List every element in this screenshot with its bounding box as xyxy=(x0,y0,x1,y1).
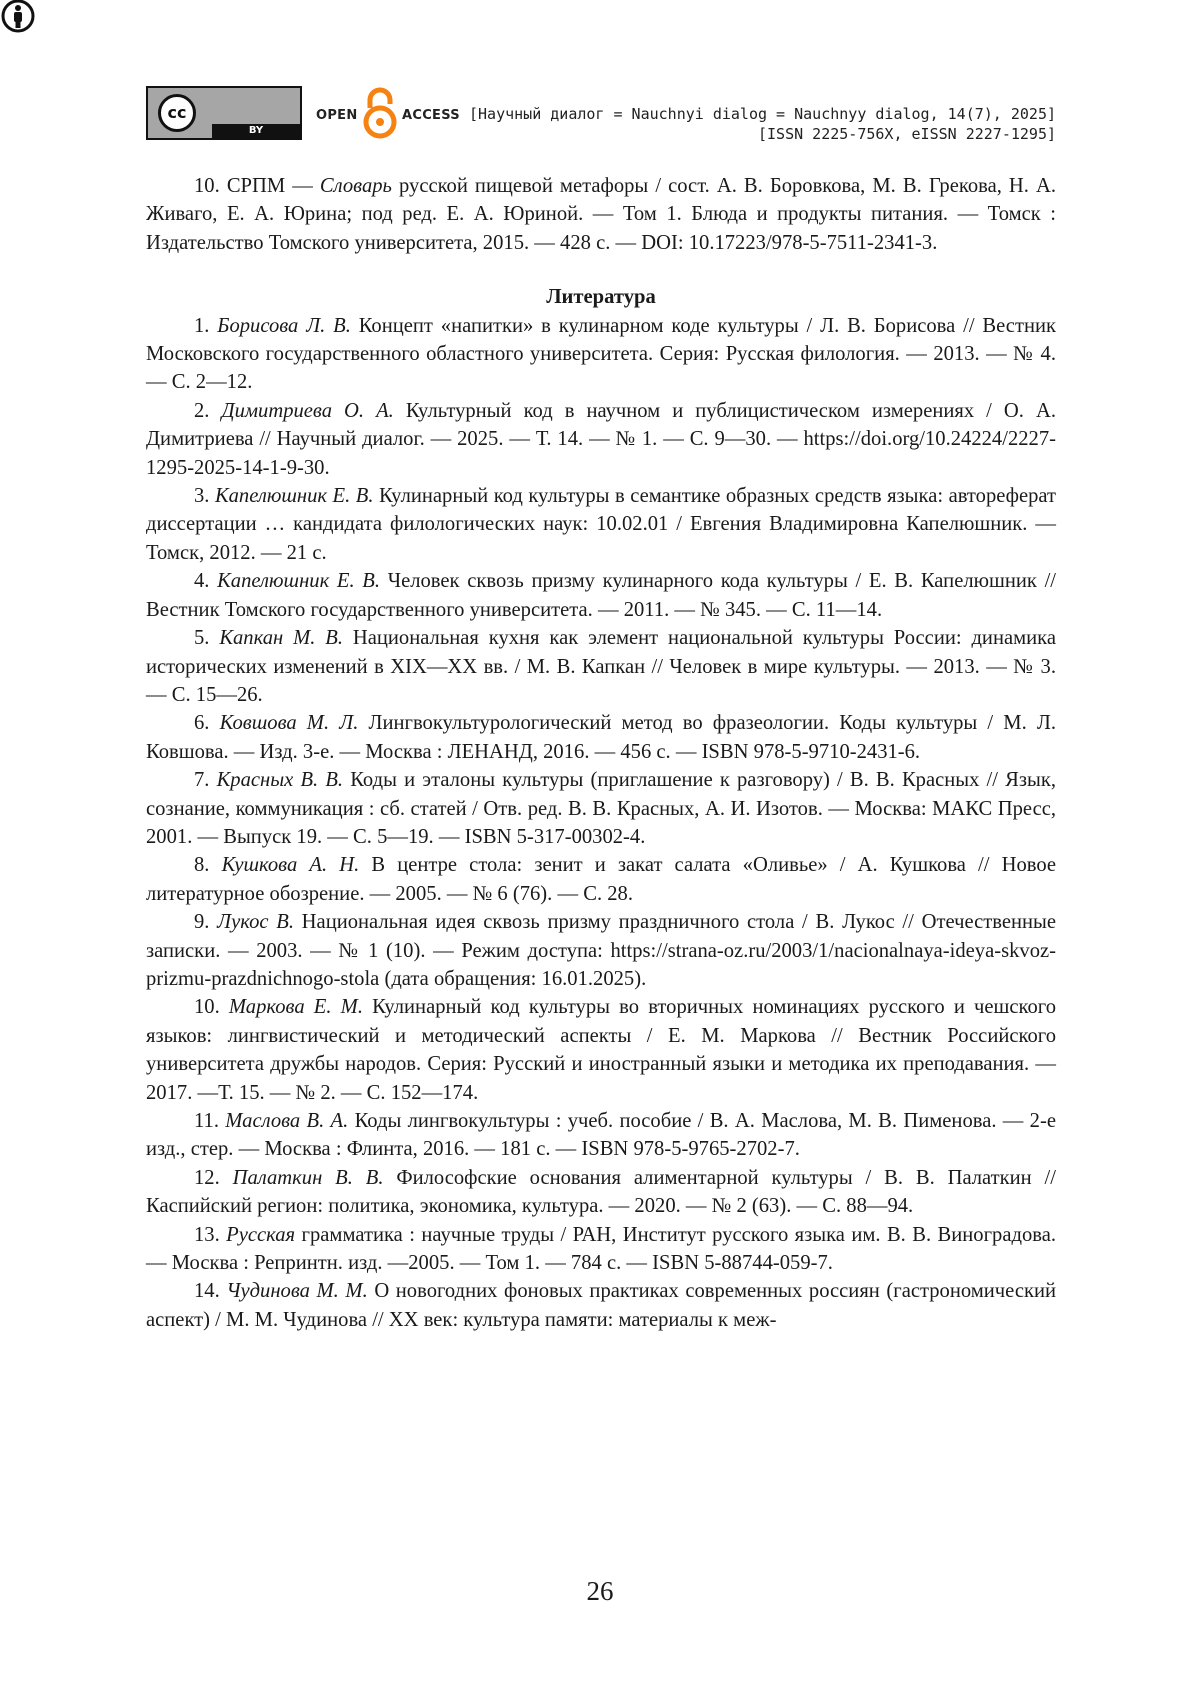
open-access-lock-icon xyxy=(362,86,398,142)
reference-entry: 8. Кушкова А. Н. В центре стола: зенит и закат салата «Оливье» / А. Кушкова // Новое литературное обозрение. — 2005. — № 6 (76). — С. 28. xyxy=(146,854,1057,905)
reference-entry: 2. Димитриева О. А. Культурный код в научном и публицистическом измерениях / О. А. Димитриева // Научный диалог. — 2025. — Т. 14. — № 1. — С. 9—30. — https://doi.org/10.24224/2227-1295-2025-14-1-9-30. xyxy=(146,399,1057,479)
access-label: ACCESS xyxy=(402,108,460,123)
reference-entry: 14. Чудинова М. М. О новогодних фоновых практиках современных россиян (гастрономический аспект) / М. М. Чудинова // XX век: культура памяти: материалы к меж- xyxy=(146,1280,1057,1331)
cc-icon: cc xyxy=(158,94,196,132)
reference-entry: 6. Ковшова М. Л. Лингвокультурологический метод во фразеологии. Коды культуры / М. Л. Ковшова. — Изд. 3-е. — Москва : ЛЕНАНД, 2016. — 456 с. — ISBN 978-5-9710-2431-6. xyxy=(146,712,1056,763)
reference-entry: 4. Капелюшник Е. В. Человек сквозь призму кулинарного кода культуры / Е. В. Капелюшник // Вестник Томского государственного университета. — 2011. — № 345. — С. 11—14. xyxy=(146,570,1057,621)
journal-reference xyxy=(469,104,1056,144)
open-access-logo xyxy=(316,86,466,142)
journal-issn-line: [ISSN 2225-756X, eISSN 2227-1295] xyxy=(757,125,1056,143)
source-entry: 10. СРПМ — Словарь русской пищевой метафоры / сост. А. В. Боровкова, М. В. Грекова, Н. А. Живаго, Е. А. Юрина; под ред. Е. А. Юриной. — Том 1. Блюда и продукты питания. — Томск : Издательство Томского университета, 2015. — 428 с. — DOI: 10.17223/978-5-7511-2341-3. xyxy=(146,175,1057,254)
section-heading: Литература xyxy=(546,286,656,309)
reference-entry: 5. Капкан М. В. Национальная кухня как элемент национальной культуры России: динамика исторических изменений в XIX—XX вв. / М. В. Капкан // Человек в мире культуры. — 2013. — № 3. — С. 15—26. xyxy=(146,627,1057,706)
reference-entry: 7. Красных В. В. Коды и эталоны культуры (приглашение к разговору) / В. В. Красных // Язык, сознание, коммуникация : сб. статей / Отв. ред. В. В. Красных, А. И. Изотов. — Москва: МАКС Пресс, 2001. — Выпуск 19. — С. 5—19. — ISBN 5-317-00302-4. xyxy=(146,769,1057,848)
cc-by-license-badge xyxy=(146,86,302,140)
page-content xyxy=(146,172,1056,1334)
reference-entry: 13. Русская грамматика : научные труды / РАН, Институт русского языка им. В. В. Виноградова. — Москва : Репринтн. изд. —2005. — Том 1. — 784 с. — ISBN 5-88744-059-7. xyxy=(146,1223,1056,1275)
reference-entry: 12. Палаткин В. В. Философские основания алиментарной культуры / В. В. Палаткин // Каспийский регион: политика, экономика, культура. — 2020. — № 2 (63). — С. 88—94. xyxy=(146,1166,1056,1218)
reference-entry: 11. Маслова В. А. Коды лингвокультуры : учеб. пособие / В. А. Маслова, М. В. Пименова. — 2-е изд., стер. — Москва : Флинта, 2016. — 181 с. — ISBN 978-5-9765-2702-7. xyxy=(146,1110,1056,1161)
reference-entry: 10. Маркова Е. М. Кулинарный код культуры во вторичных номинациях русского и чешского языков: лингвистический и методический аспекты / Е. М. Маркова // Вестник Российского университета дружбы народов. Серия: Русский и иностранный языки и методика их преподавания. — 2017. —Т. 15. — № 2. — С. 152—174. xyxy=(146,996,1057,1104)
reference-entry: 9. Лукос В. Национальная идея сквозь призму праздничного стола / В. Лукос // Отечественные записки. — 2003. — № 1 (10). — Режим доступа: https://strana-oz.ru/2003/1/nacionalnaya-ideya-skvoz-prizmu-prazdnichnogo-stola (дата обращения: 16.01.2025). xyxy=(146,911,1056,990)
reference-entry: 1. Борисова Л. В. Концепт «напитки» в кулинарном коде культуры / Л. В. Борисова // Вестник Московского государственного областного университета. Серия: Русская филология. — 2013. — № 4. — С. 2—12. xyxy=(146,314,1056,394)
attribution-person-icon xyxy=(0,0,40,34)
by-label: BY xyxy=(212,124,300,138)
page-number: 26 xyxy=(586,1576,614,1606)
journal-citation-line: [Научный диалог = Nauchnyi dialog = Nauchnyy dialog, 14(7), 2025] xyxy=(469,105,1056,123)
reference-entry: 3. Капелюшник Е. В. Кулинарный код культуры в семантике образных средств языка: автореферат диссертации … кандидата филологических наук: 10.02.01 / Евгения Владимировна Капелюшник. — Томск, 2012. — 21 с. xyxy=(146,485,1057,564)
open-label: OPEN xyxy=(316,108,358,123)
